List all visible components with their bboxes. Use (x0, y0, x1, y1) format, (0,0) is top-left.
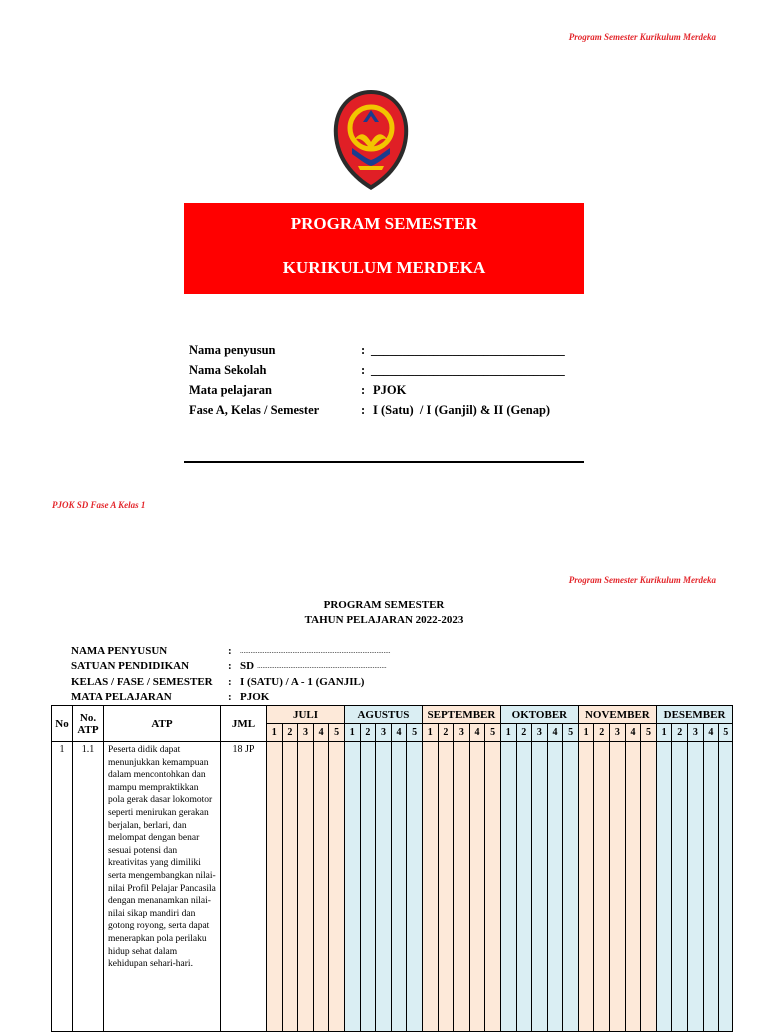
cover-info-row (189, 380, 565, 400)
week-header: 2 (594, 724, 610, 742)
week-header: 5 (641, 724, 657, 742)
tut-wuri-handayani-logo (332, 88, 410, 192)
week-header: 3 (532, 724, 548, 742)
info-separator: : (361, 342, 366, 357)
schedule-cell (267, 742, 283, 1032)
banner-title-line1: PROGRAM SEMESTER (290, 214, 478, 233)
schedule-cell (438, 742, 454, 1032)
schedule-cell (469, 742, 485, 1032)
col-header-no: No (52, 706, 73, 742)
schedule-cell (719, 742, 733, 1032)
col-header-no-atp-line2: ATP (77, 723, 99, 736)
schedule-cell (360, 742, 376, 1032)
week-header: 2 (360, 724, 376, 742)
header-note: Program Semester Kurikulum Merdeka (568, 32, 716, 42)
schedule-cell (641, 742, 657, 1032)
month-header: AGUSTUS (344, 706, 422, 724)
schedule-cell (656, 742, 672, 1032)
schedule-cell (625, 742, 641, 1032)
info-label: KELAS / FASE / SEMESTER (71, 675, 213, 688)
schedule-cell (313, 742, 329, 1032)
week-header: 1 (422, 724, 438, 742)
schedule-cell (563, 742, 579, 1032)
page2-info-row (71, 690, 391, 706)
row-no-atp: 1.1 (73, 742, 104, 1032)
schedule-cell (376, 742, 392, 1032)
info-separator: : (361, 362, 366, 377)
week-header: 4 (547, 724, 563, 742)
month-header: SEPTEMBER (422, 706, 500, 724)
schedule-cell (344, 742, 360, 1032)
week-header: 1 (267, 724, 283, 742)
col-header-no-atp-line1: No. (79, 711, 97, 724)
week-header: 1 (656, 724, 672, 742)
week-header: 1 (500, 724, 516, 742)
info-separator: : (361, 402, 366, 417)
month-header: DESEMBER (656, 706, 732, 724)
week-header: 3 (688, 724, 704, 742)
month-header: NOVEMBER (578, 706, 656, 724)
info-label: MATA PELAJARAN (71, 691, 172, 704)
cover-info-row (189, 360, 565, 380)
schedule-cell (500, 742, 516, 1032)
col-header-atp: ATP (104, 706, 221, 742)
info-value: _______________________________ (371, 362, 565, 377)
page2-subtitle: TAHUN PELAJARAN 2022-2023 (304, 614, 464, 626)
week-header: 5 (485, 724, 501, 742)
week-header: 2 (438, 724, 454, 742)
col-header-jml: JML (221, 706, 267, 742)
info-separator: : (228, 691, 232, 704)
schedule-cell (547, 742, 563, 1032)
info-label: SATUAN PENDIDIKAN (71, 660, 190, 673)
week-header: 3 (376, 724, 392, 742)
schedule-cell (532, 742, 548, 1032)
info-prefix: I (SATU) / A - 1 (GANJIL) (240, 675, 365, 688)
schedule-cell (298, 742, 314, 1032)
info-separator: : (228, 675, 232, 688)
week-header: 2 (672, 724, 688, 742)
month-header: OKTOBER (500, 706, 578, 724)
month-header: JULI (267, 706, 345, 724)
info-separator: : (228, 660, 232, 673)
cover-info (189, 340, 565, 420)
week-header: 4 (469, 724, 485, 742)
week-header: 5 (719, 724, 733, 742)
title-banner (184, 203, 584, 294)
page2-info (71, 643, 391, 705)
week-header: 5 (563, 724, 579, 742)
table-row (52, 742, 733, 1032)
page2-info-row (71, 674, 391, 690)
schedule-cell (672, 742, 688, 1032)
info-label: Mata pelajaran (189, 382, 272, 397)
page2-title: PROGRAM SEMESTER (323, 599, 445, 611)
schedule-cell (703, 742, 719, 1032)
page2-info-row (71, 643, 391, 659)
info-label: NAMA PENYUSUN (71, 644, 168, 657)
month-header-row (52, 706, 733, 724)
info-label: Nama penyusun (189, 342, 276, 357)
info-value: PJOK (373, 382, 407, 397)
page2-header-note: Program Semester Kurikulum Merdeka (568, 575, 716, 585)
schedule-cell (329, 742, 345, 1032)
info-separator: : (228, 644, 232, 657)
schedule-cell (407, 742, 423, 1032)
row-jml: 18 JP (221, 742, 267, 1032)
info-label: Fase A, Kelas / Semester (189, 402, 320, 417)
cover-info-row (189, 340, 565, 360)
schedule-cell (688, 742, 704, 1032)
schedule-cell (578, 742, 594, 1032)
info-value: ...................................................................................... (240, 646, 391, 655)
week-header: 3 (454, 724, 470, 742)
row-atp: Peserta didik dapat menunjukkan kemampuan dalam mencontohkan dan mampu mempraktikkan pola gerak dasar lokomotor seperti menirukan gerakan berjalan, berlari, dan melompat dengan benar sesuai potensi dan kreativitas yang dimiliki serta mengembangkan nilai-nilai Profil Pelajar Pancasila dengan menanamkan nilai-nilai sikap mandiri dan gotong royong, serta dapat menerapkan pola perilaku hidup sehat dalam kehidupan sehari-hari. (104, 742, 221, 1032)
divider-line (184, 461, 584, 463)
info-label: Nama Sekolah (189, 362, 267, 377)
info-value: .......................................................................... (257, 662, 387, 671)
week-header: 5 (407, 724, 423, 742)
week-header: 4 (625, 724, 641, 742)
week-header: 5 (329, 724, 345, 742)
schedule-cell (516, 742, 532, 1032)
week-header: 1 (578, 724, 594, 742)
banner-title-line2: KURIKULUM MERDEKA (282, 258, 486, 277)
schedule-cell (454, 742, 470, 1032)
info-separator: : (361, 382, 366, 397)
week-header: 4 (703, 724, 719, 742)
week-header: 3 (298, 724, 314, 742)
info-prefix: SD (240, 660, 255, 673)
cover-info-row (189, 400, 565, 420)
week-header: 2 (516, 724, 532, 742)
week-header: 2 (282, 724, 298, 742)
week-header: 3 (610, 724, 626, 742)
week-header: 4 (313, 724, 329, 742)
schedule-cell (422, 742, 438, 1032)
schedule-cell (391, 742, 407, 1032)
program-semester-table (51, 705, 733, 1032)
footer-note: PJOK SD Fase A Kelas 1 (52, 500, 146, 510)
page2-info-row (71, 659, 391, 675)
col-header-no-atp (73, 706, 104, 742)
schedule-cell (282, 742, 298, 1032)
info-value: I (Satu) / I (Ganjil) & II (Genap) (373, 402, 551, 417)
info-prefix: PJOK (240, 691, 270, 704)
row-no: 1 (52, 742, 73, 1032)
week-header: 1 (344, 724, 360, 742)
schedule-cell (594, 742, 610, 1032)
schedule-cell (610, 742, 626, 1032)
schedule-cell (485, 742, 501, 1032)
week-header: 4 (391, 724, 407, 742)
info-value: _______________________________ (371, 342, 565, 357)
